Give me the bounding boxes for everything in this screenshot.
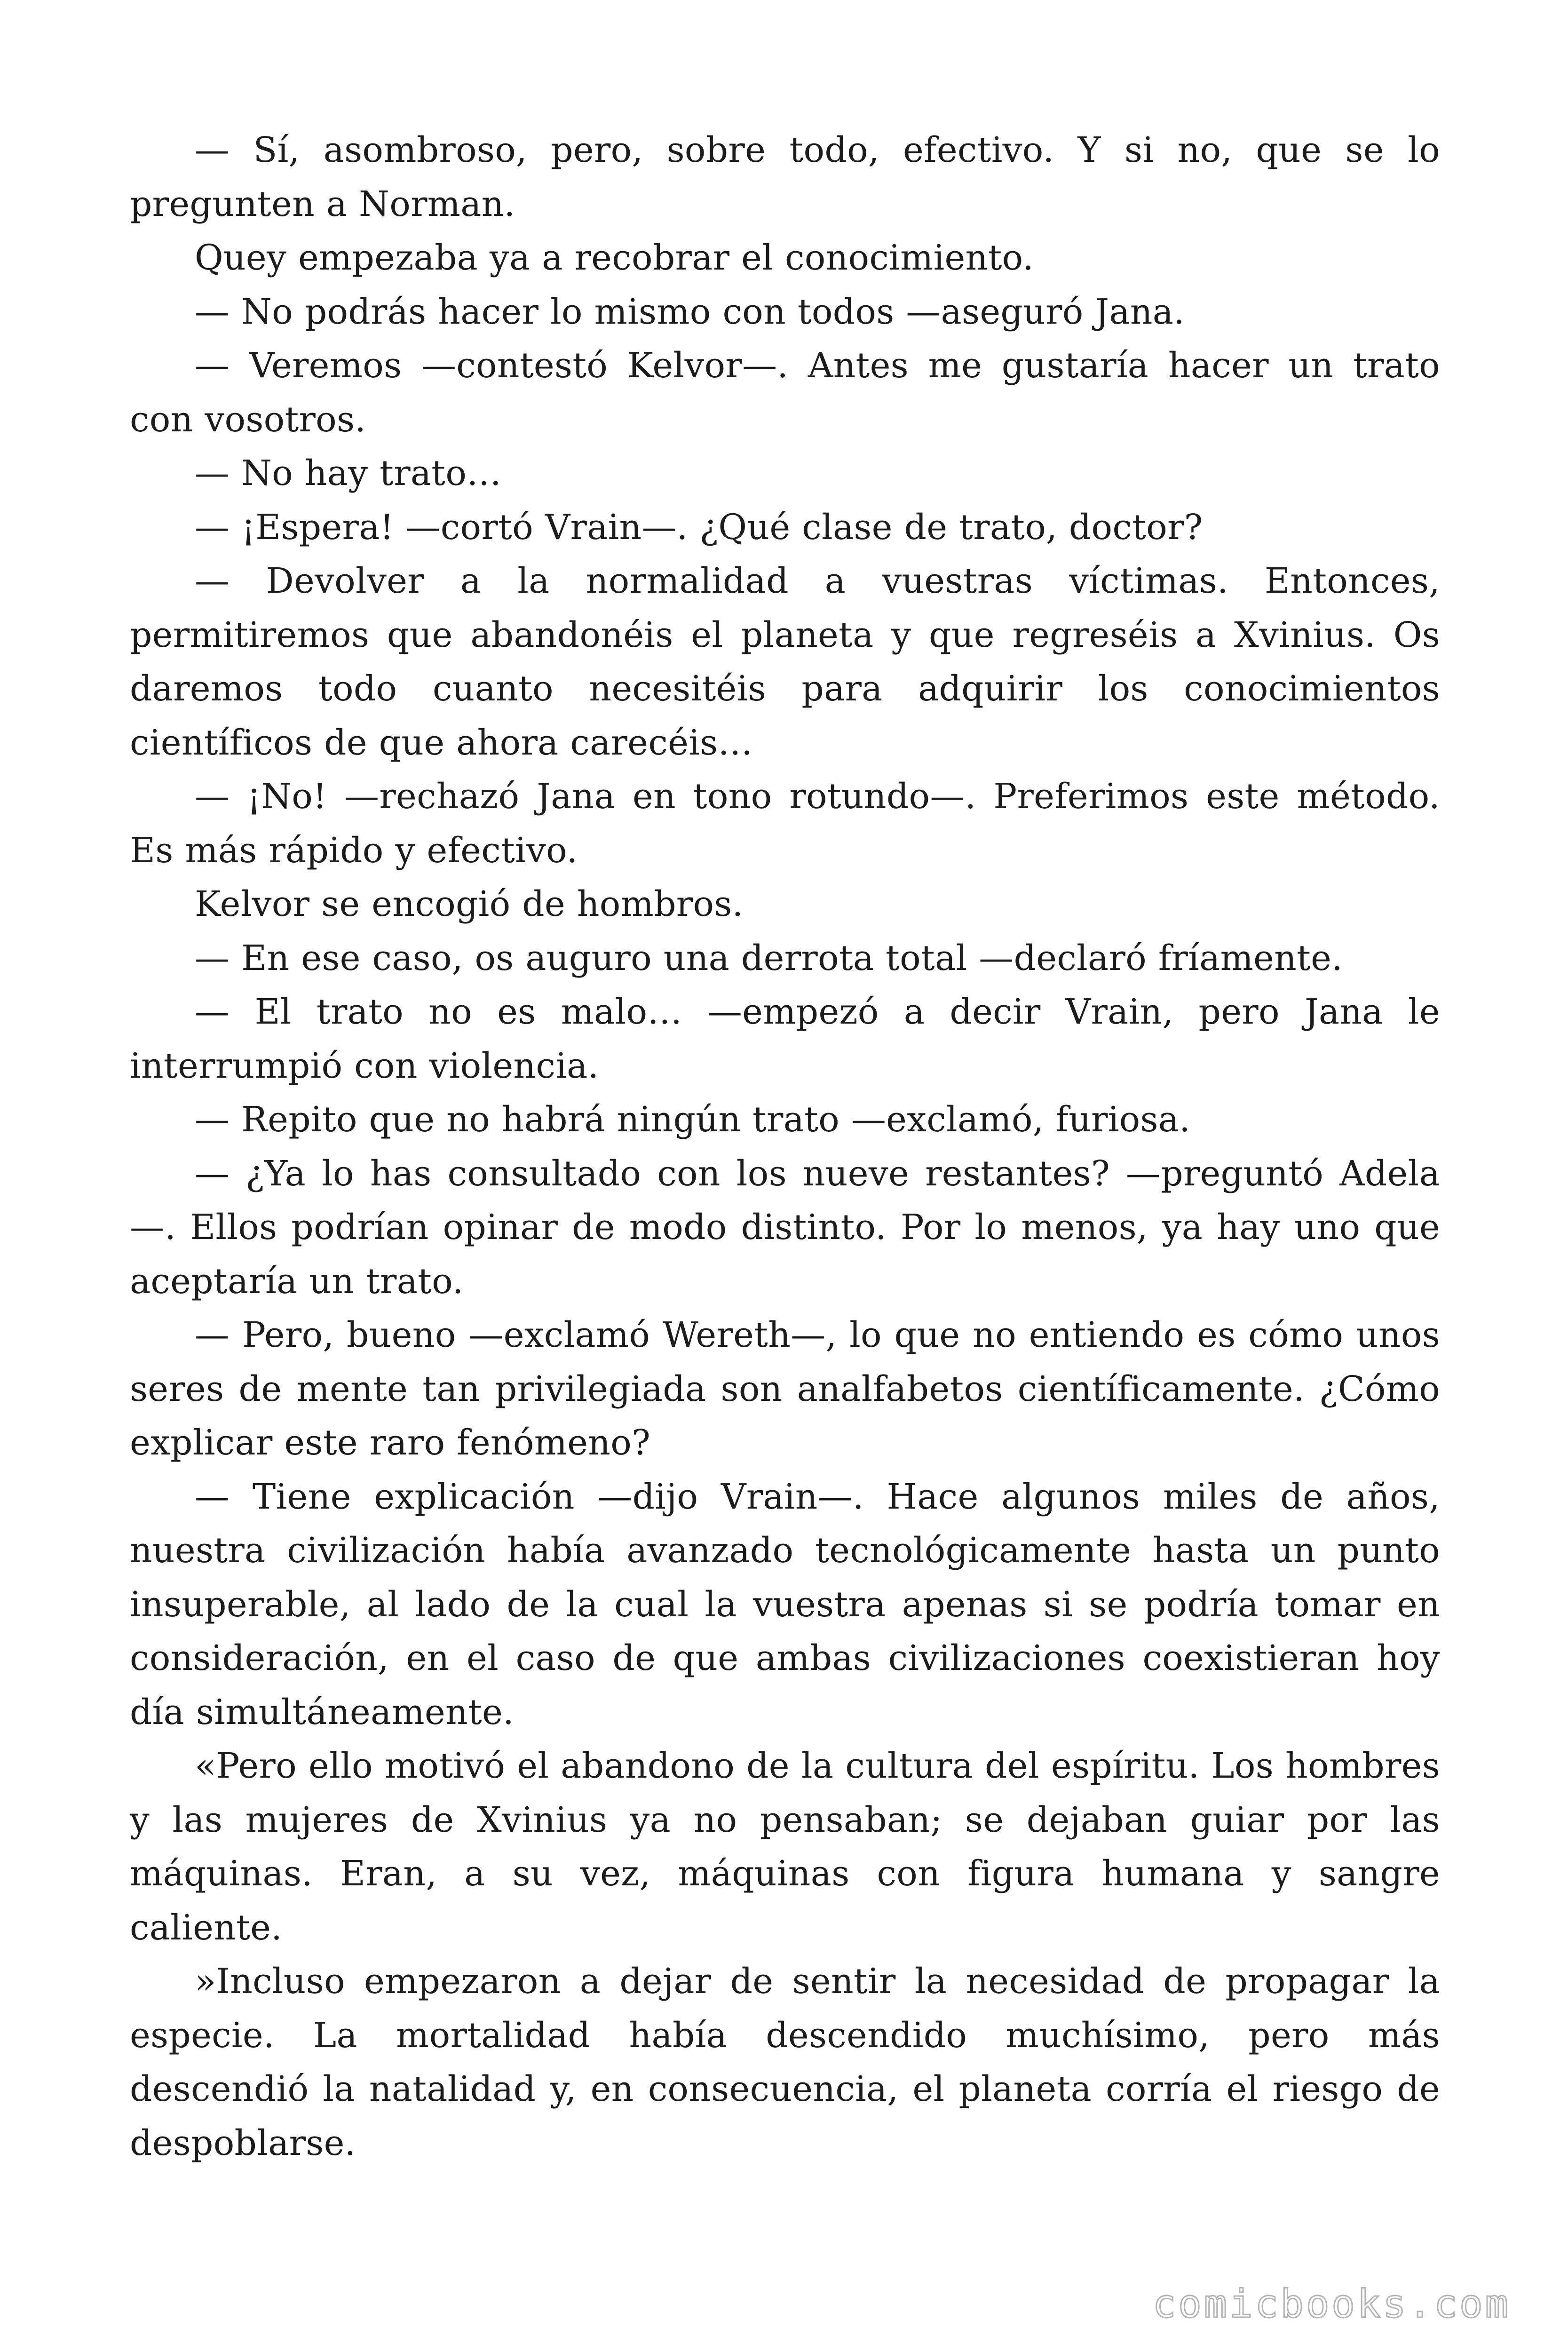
paragraph-2: Quey empezaba ya a recobrar el conocimiento.: [195, 238, 1034, 278]
paragraph-15: — Tiene explicación —dijo Vrain—. Hace algunos miles de años, nuestra civilización había avanzado tecnológicamente hasta un punto insuperable, al lado de la cual la vuestra apenas si se podría tomar en consideración, en el caso de que ambas civilizaciones coexistieran hoy día simultáneamente.: [130, 1476, 1440, 1732]
paragraph-7: — Devolver a la normalidad a vuestras víctimas. Entonces, permitiremos que abandonéis el planeta y que regreséis a Xvinius. Os daremos todo cuanto necesitéis para adquirir los conocimientos científicos de que ahora carecéis…: [130, 561, 1440, 763]
paragraph-8: — ¡No! —rechazó Jana en tono rotundo—. Preferimos este método. Es más rápido y efectivo.: [130, 776, 1440, 871]
page-body: [130, 123, 1440, 2170]
paragraph-12: — Repito que no habrá ningún trato —exclamó, furiosa.: [195, 1099, 1191, 1140]
paragraph-6: — ¡Espera! —cortó Vrain—. ¿Qué clase de trato, doctor?: [195, 507, 1203, 548]
paragraph-14: — Pero, bueno —exclamó Wereth—, lo que no entiendo es cómo unos seres de mente tan privilegiada son analfabetos científicamente. ¿Cómo explicar este raro fenómeno?: [130, 1315, 1440, 1463]
paragraph-13: — ¿Ya lo has consultado con los nueve restantes? —preguntó Adela—. Ellos podrían opinar de modo distinto. Por lo menos, ya hay uno que aceptaría un trato.: [130, 1153, 1440, 1302]
paragraph-4: — Veremos —contestó Kelvor—. Antes me gustaría hacer un trato con vosotros.: [130, 345, 1440, 440]
paragraph-16: «Pero ello motivó el abandono de la cultura del espíritu. Los hombres y las mujeres de Xvinius ya no pensaban; se dejaban guiar por las máquinas. Eran, a su vez, máquinas con figura humana y sangre caliente.: [130, 1746, 1440, 1948]
paragraph-17: »Incluso empezaron a dejar de sentir la necesidad de propagar la especie. La mortalidad había descendido muchísimo, pero más descendió la natalidad y, en consecuencia, el planeta corría el riesgo de despoblarse.: [130, 1961, 1440, 2163]
paragraph-10: — En ese caso, os auguro una derrota total —declaró fríamente.: [195, 938, 1343, 978]
watermark-logo: comicbooks.com: [1152, 2282, 1511, 2327]
paragraph-9: Kelvor se encogió de hombros.: [195, 884, 744, 924]
paragraph-1: — Sí, asombroso, pero, sobre todo, efectivo. Y si no, que se lo pregunten a Norman.: [130, 130, 1440, 224]
paragraph-11: — El trato no es malo… —empezó a decir Vrain, pero Jana le interrumpió con violencia.: [130, 992, 1440, 1086]
paragraph-3: — No podrás hacer lo mismo con todos —aseguró Jana.: [195, 291, 1185, 332]
paragraph-5: — No hay trato…: [195, 453, 502, 493]
